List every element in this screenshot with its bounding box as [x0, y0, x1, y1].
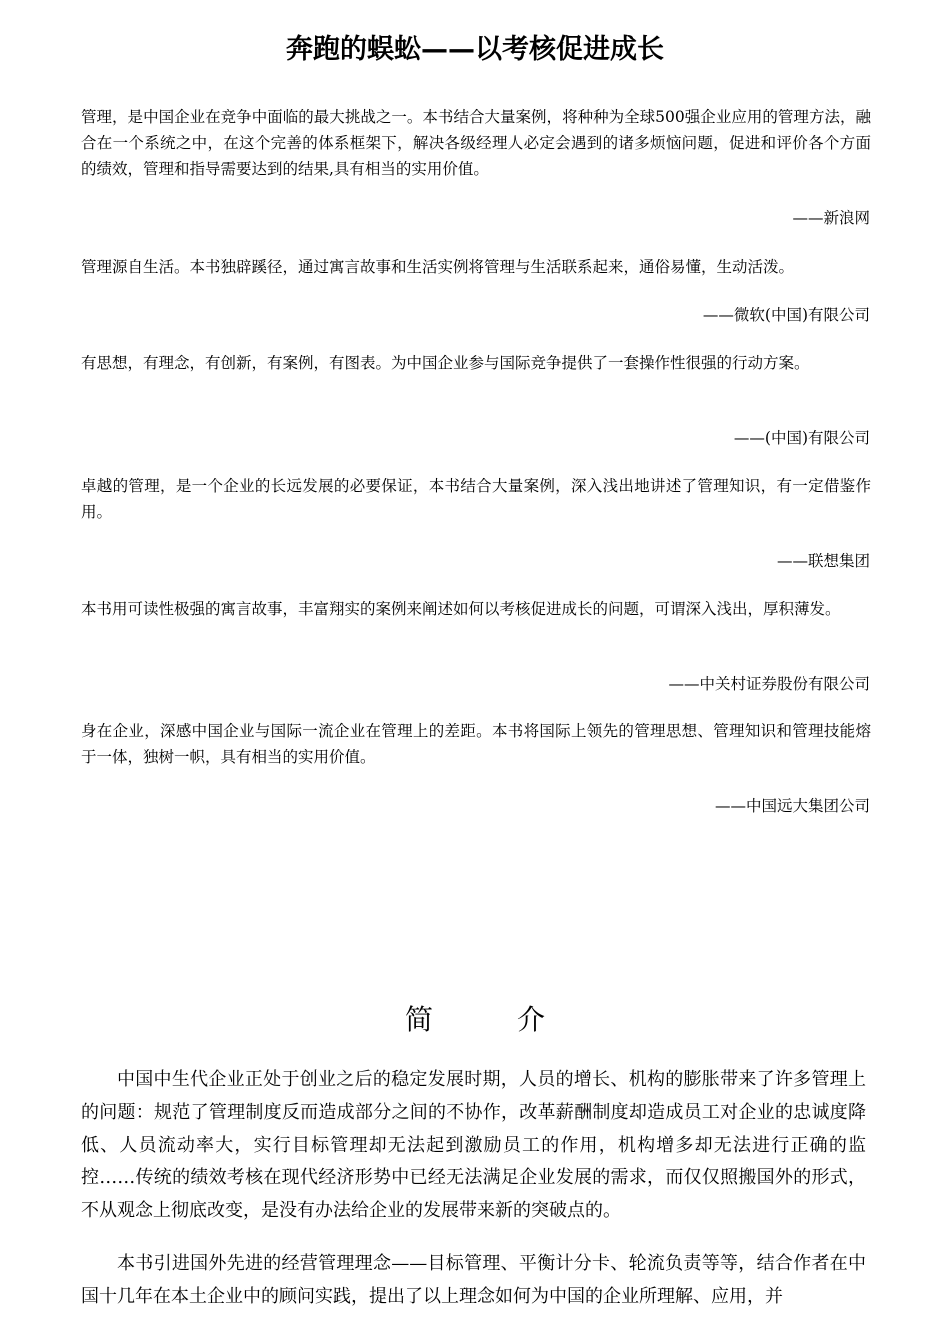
page-title: 奔跑的蜈蚣——以考核促进成长	[286, 34, 664, 65]
intro-heading-char: 介	[517, 1003, 546, 1036]
intro-heading	[0, 1000, 950, 1040]
review-text: 本书用可读性极强的寓言故事，丰富翔实的案例来阐述如何以考核促进成长的问题，可谓深入浅出，厚积薄发。	[81, 600, 841, 618]
intro-paragraph: 中国中生代企业正处于创业之后的稳定发展时期，人员的增长、机构的膨胀带来了许多管理上的问题：规范了管理制度反而造成部分之间的不协作，改革薪酬制度却造成员工对企业的忠诚度降低、人员流动率大，实行目标管理却无法起到激励员工的作用，机构增多却无法进行正确的监控……传统的绩效考核在现代经济形势中已经无法满足企业发展的需求，而仅仅照搬国外的形式，不从观念上彻底改变，是没有办法给企业的发展带来新的突破点的。	[81, 1069, 866, 1222]
intro-heading-char: 简	[404, 1003, 433, 1036]
review-text: 身在企业，深感中国企业与国际一流企业在管理上的差距。本书将国际上领先的管理思想、管理知识和管理技能熔于一体，独树一帜，具有相当的实用价值。	[81, 722, 871, 766]
review-source: ——中关村证券股份有限公司	[668, 675, 870, 693]
review-text: 管理源自生活。本书独辟蹊径，通过寓言故事和生活实例将管理与生活联系起来，通俗易懂，生动活泼。	[81, 258, 795, 276]
review-source: ——中国远大集团公司	[714, 797, 870, 815]
review-text: 管理，是中国企业在竞争中面临的最大挑战之一。本书结合大量案例，将种种为全球500强企业应用的管理方法，融合在一个系统之中，在这个完善的体系框架下，解决各级经理人必定会遇到的诸多烦恼问题，促进和评价各个方面的绩效，管理和指导需要达到的结果,具有相当的实用价值。	[81, 108, 871, 178]
review-text: 卓越的管理，是一个企业的长远发展的必要保证，本书结合大量案例，深入浅出地讲述了管理知识，有一定借鉴作用。	[81, 477, 871, 521]
review-source: ——微软(中国)有限公司	[702, 306, 870, 324]
review-text: 有思想，有理念，有创新，有案例，有图表。为中国企业参与国际竞争提供了一套操作性很强的行动方案。	[81, 354, 810, 372]
intro-paragraph: 本书引进国外先进的经营管理理念——目标管理、平衡计分卡、轮流负责等等，结合作者在中国十几年在本土企业中的顾问实践，提出了以上理念如何为中国的企业所理解、应用，并	[81, 1253, 866, 1307]
review-source: ——新浪网	[792, 209, 870, 227]
review-source: ——联想集团	[776, 552, 870, 570]
review-source: ——(中国)有限公司	[733, 429, 870, 447]
